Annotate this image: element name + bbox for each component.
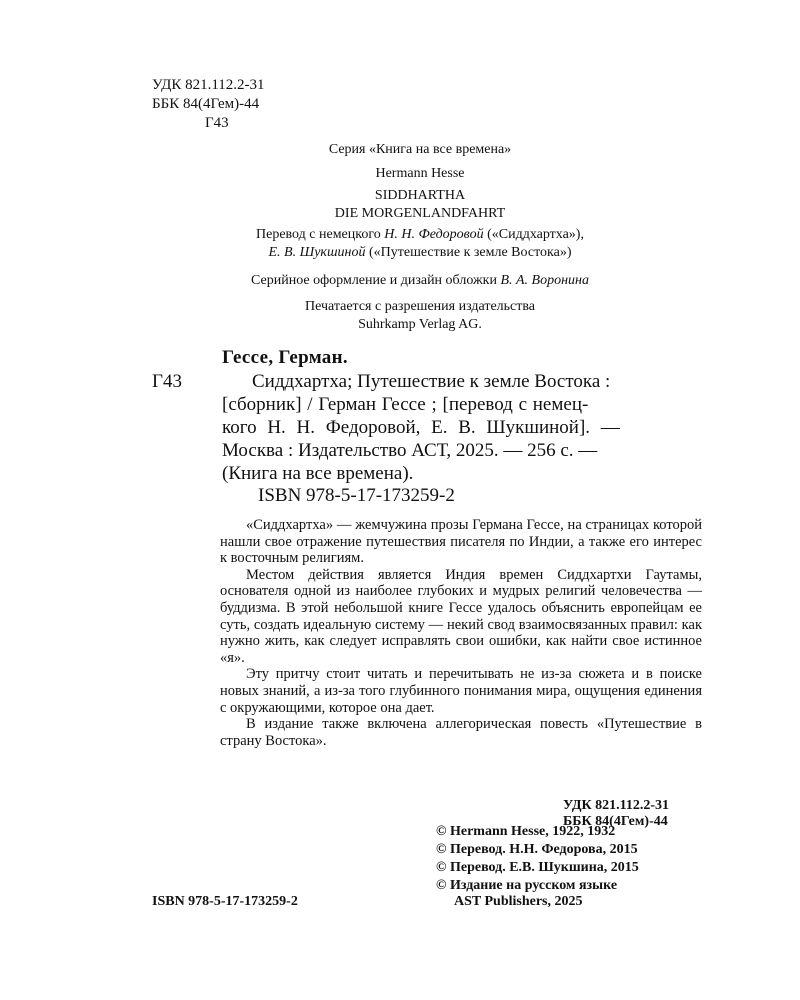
- copyright-line: © Издание на русском языке: [436, 878, 618, 893]
- original-title-2: DIE MORGENLANDFAHRT: [334, 206, 506, 221]
- entry-heading: Гессе, Герман.: [222, 347, 348, 368]
- bbk-code: ББК 84(4Гем)-44: [152, 96, 260, 112]
- entry-line: Сиддхартха; Путешествие к земле Востока :: [252, 371, 611, 392]
- udk-code: УДК 821.112.2-31: [152, 77, 265, 93]
- copyright-line: © Hermann Hesse, 1922, 1932: [436, 824, 616, 839]
- annotation-paragraph: В издание также включена аллегорическая повесть «Путешествие в страну Востока».: [220, 716, 702, 749]
- entry-line: (Книга на все времена).: [222, 463, 414, 484]
- copyright-line: © Перевод. Н.Н. Федорова, 2015: [436, 842, 638, 857]
- translation-prefix: Перевод с немецкого: [256, 227, 385, 242]
- design-prefix: Серийное оформление и дизайн обложки: [251, 273, 501, 288]
- series-line: Серия «Книга на все времена»: [328, 142, 512, 157]
- author-mark-entry: Г43: [152, 371, 182, 392]
- permission-line-2: Suhrkamp Verlag AG.: [358, 317, 482, 332]
- entry-line: Москва : Издательство АСТ, 2025. — 256 с. —: [222, 440, 598, 461]
- designer-name: В. А. Воронина: [500, 273, 589, 288]
- translation-line-1: [180, 226, 660, 244]
- permission-line-1: Печатается с разрешения издательства: [304, 299, 536, 314]
- translator-2: Е. В. Шукшиной: [268, 245, 366, 260]
- translation-line-2: [180, 244, 660, 262]
- translation-work-2: («Путешествие к земле Востока»): [365, 245, 572, 260]
- imprint-block: [180, 141, 660, 159]
- translation-work-1: («Сиддхартха»),: [483, 227, 584, 242]
- translator-1: Н. Н. Федоровой: [384, 227, 484, 242]
- permission-block: [180, 298, 660, 334]
- udk-code-bottom: УДК 821.112.2-31: [563, 798, 670, 813]
- annotation-paragraph: «Сиддхартха» — жемчужина прозы Германа Гессе, на страницах которой нашли свое отражение путешествия писателя по Индии, а также его интерес к восточным религиям.: [220, 517, 702, 567]
- annotation-paragraph: Местом действия является Индия времен Сиддхартхи Гаутамы, основателя одной из наиболее глубоких и мудрых религий человечества — буддизма. В этой небольшой книге Гессе удалось объяснить европейцам ее суть, создать идеальную систему — некий свод взаимосвязанных правил: как нужно жить, как следует исправлять свои ошибки, как найти свое истинное «я».: [220, 566, 702, 666]
- bbk-code-bottom: ББК 84(4Гем)-44: [563, 814, 668, 829]
- isbn-bottom: ISBN 978-5-17-173259-2: [152, 894, 298, 909]
- annotation-paragraph: Эту притчу стоит читать и перечитывать не из-за сюжета и в поиске новых знаний, а из-за того глубинного понимания мира, ощущения единения с окружающими, которое она дает.: [220, 666, 702, 716]
- original-author: Hermann Hesse: [375, 166, 465, 181]
- entry-isbn: ISBN 978-5-17-173259-2: [258, 485, 455, 506]
- annotation: [220, 517, 702, 749]
- copyright-line: © Перевод. Е.В. Шукшина, 2015: [436, 860, 639, 875]
- original-title-1: SIDDHARTHA: [374, 188, 466, 203]
- translation-block: [180, 226, 660, 262]
- entry-description: [222, 370, 620, 485]
- design-line: [180, 272, 660, 290]
- entry-line: [сборник] / Герман Гессе ; [перевод с немец-: [222, 394, 589, 415]
- entry-line: кого Н. Н. Федоровой, Е. В. Шукшиной]. —: [222, 417, 620, 438]
- original-block: [180, 165, 660, 223]
- copyright-line: AST Publishers, 2025: [454, 894, 583, 909]
- author-mark-top: Г43: [205, 115, 229, 131]
- design-block: [180, 272, 660, 290]
